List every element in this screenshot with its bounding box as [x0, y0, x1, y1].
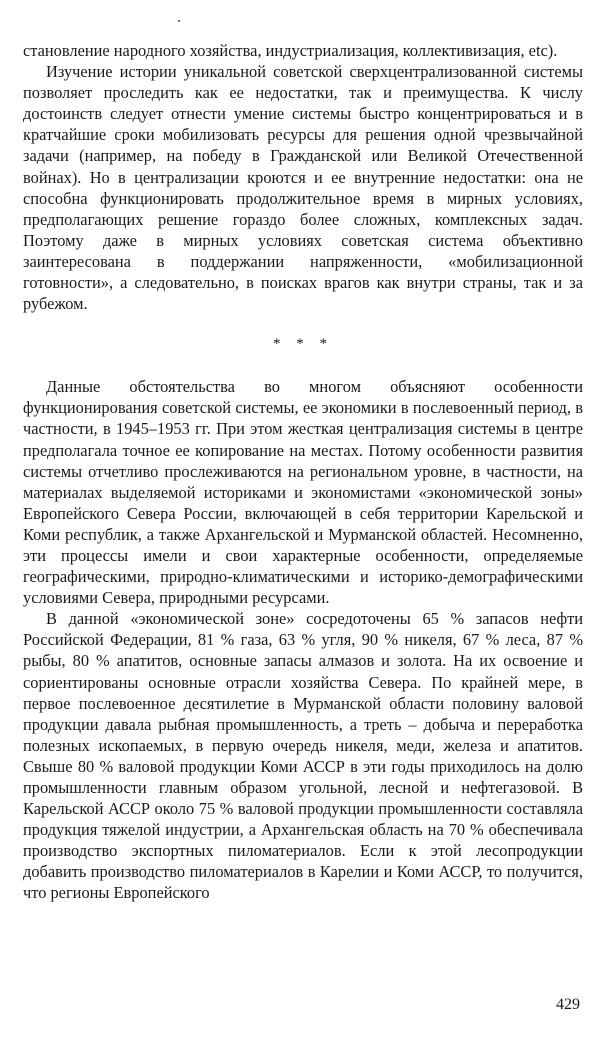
scan-speck [178, 20, 180, 22]
paragraph-continuation: становление народного хозяйства, индустриализация, коллективизация, etc). [23, 41, 558, 60]
paragraph-economic-zone: В данной «экономической зоне» сосредоточены 65 % запасов нефти Российской Федерации, 81 % газа, 63 % угля, 90 % никеля, 67 % леса, 87 % рыбы, 80 % апатитов, основные запасы алмазов и золота. На их освоение и сориентированы основные отрасли хозяйства Севера. По крайней мере, в первое послевоенное десятилетие в Мурманской области половину валовой продукции давала рыбная промышленность, а треть – добыча и переработка полезных ископаемых, в первую очередь никеля, меди, железа и апатитов. Свыше 80 % валовой продукции Коми АССР в эти годы приходилось на долю промышленности главным образом угольной, лесной и нефтегазовой. В Карельской АССР около 75 % валовой продукции промышленности составляла продукция тяжелой индустрии, а Архангельская область на 70 % обеспечивала производство экспортных пиломатериалов. Если к этой лесопродукции добавить производство пиломатериалов в Карелии и Коми АССР, то получится, что регионы Европейского [23, 609, 583, 903]
paragraph-soviet-system: Изучение истории уникальной советской сверхцентрализованной системы позволяет проследить как ее недостатки, так и преимущества. К числу достоинств следует отнести умение системы быстро концентрироваться и в кратчайшие сроки мобилизовать ресурсы для решения одной чрезвычайной задачи (например, на победу в Гражданской или Великой Отечественной войнах). Но в централизации кроются и ее внутренние недостатки: она не способна функционировать продолжительное время в мирных условиях, предполагающих решение гораздо более сложных, комплексных задач. Поэтому даже в мирных условиях советская система объективно заинтересована в поддержании напряженности, «мобилизационной готовности», а следовательно, в поисках врагов как внутри страны, так и за рубежом. [23, 62, 583, 314]
page-number: 429 [556, 996, 580, 1013]
section-separator: * * * [273, 336, 333, 353]
paragraph-postwar-economy: Данные обстоятельства во многом объясняют особенности функционирования советской системы, ее экономики в послевоенный период, в частности, в 1945–1953 гг. При этом жесткая централизация системы в центре предполагала точное ее копирование на местах. Потому особенности развития системы отчетливо прослеживаются на региональном уровне, в частности, на материалах выделяемой историками и экономистами «экономической зоны» Европейского Севера России, включающей в себя территории Карельской и Коми республик, а также Архангельской и Мурманской областей. Несомненно, эти процессы имели и свои характерные особенности, определяемые географическими, природно-климатическими и историко-демографическими условиями Севера, природными ресурсами. [23, 377, 583, 608]
page-body [23, 40, 583, 904]
